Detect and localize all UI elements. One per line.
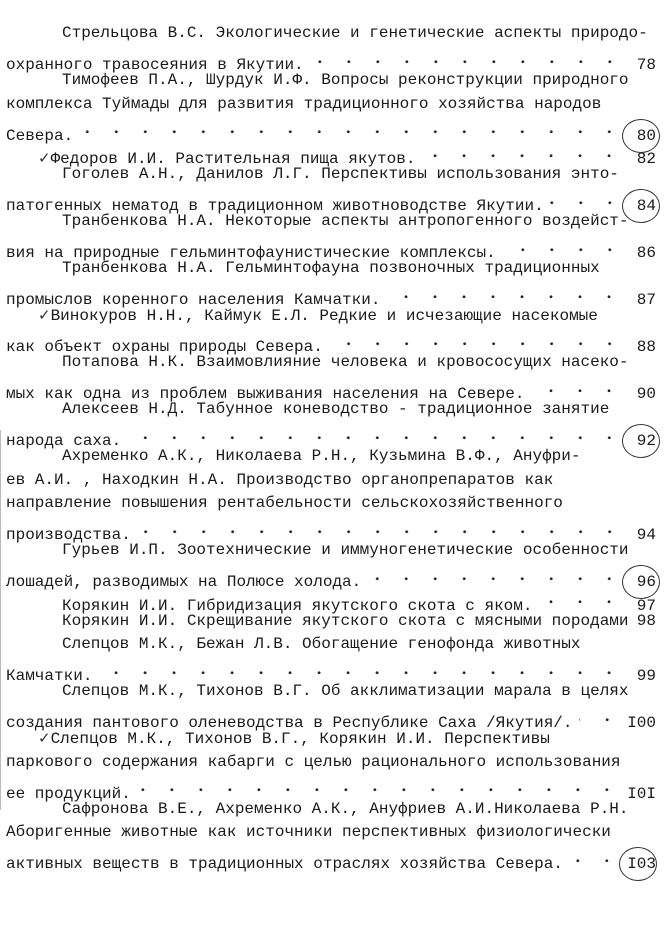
entry-title-continued: Аборигенные животные как источники перспективных физиологически xyxy=(6,823,611,841)
toc-line xyxy=(6,798,656,822)
entry-title-continued: комплекса Туймады для развития традиционного хозяйства народов xyxy=(6,94,602,113)
toc-line xyxy=(6,375,656,403)
toc-line xyxy=(6,304,656,328)
page-number: 86 xyxy=(636,244,656,262)
entry-title: Слепцов М.К., Бежан Л.В. Обогащение генофонда животных xyxy=(62,635,581,653)
entry-title-continued: активных веществ в традиционных отраслях хозяйства Севера. xyxy=(6,855,563,873)
entry-title-continued: ев А.И. , Находкин Н.А. Производство органопрепаратов как xyxy=(6,470,554,489)
toc-entry xyxy=(6,69,656,145)
leader-dots xyxy=(137,516,624,540)
toc-entry xyxy=(6,398,656,450)
entry-title: Транбенкова Н.А. Гельминтофауна позвоночных традиционных xyxy=(62,259,600,277)
page-number: 94 xyxy=(636,526,656,544)
toc-line xyxy=(6,774,656,803)
toc-line xyxy=(6,210,656,234)
entry-title-continued: вия на природные гельминтофаунистические комплексы. xyxy=(6,244,496,262)
handwritten-check-icon: ✓ xyxy=(38,149,51,167)
handwritten-check-icon: ✓ xyxy=(38,729,51,747)
toc-line xyxy=(6,116,656,145)
page-number: 84 xyxy=(630,195,656,219)
entry-title-continued: создания пантового оленеводства в Республике Саха /Якутия/. xyxy=(6,714,573,732)
toc-line xyxy=(6,328,656,356)
toc-line xyxy=(6,257,656,281)
leader-dots xyxy=(310,46,624,70)
entry-title: Транбенкова Н.А. Некоторые аспекты антропогенного воздейст- xyxy=(62,212,629,230)
toc-entry xyxy=(6,140,656,168)
table-of-contents xyxy=(6,22,656,873)
entry-title: Сафронова В.Е., Ахременко А.К., Ануфриев А.И.Николаева Р.Н. xyxy=(62,799,629,818)
toc-line xyxy=(6,22,656,46)
handwritten-check-icon: ✓ xyxy=(38,306,51,324)
toc-line xyxy=(6,704,656,732)
toc-line xyxy=(6,751,656,775)
toc-line xyxy=(6,610,656,634)
toc-line xyxy=(6,633,656,657)
toc-entry xyxy=(6,727,656,803)
toc-line xyxy=(6,516,656,544)
entry-title: Гурьев И.П. Зоотехнические и иммуногенетические особенности xyxy=(62,541,629,559)
entry-title: Слепцов М.К., Тихонов В.Г. Об акклиматизации марала в целях xyxy=(62,682,629,700)
entry-title-continued: патогенных нематод в традиционном животноводстве Якутии. xyxy=(6,197,544,215)
toc-entry xyxy=(6,304,656,356)
entry-title: Винокуров Н.Н., Каймук Е.Л. Редкие и исчезающие насекомые xyxy=(50,307,598,325)
toc-line xyxy=(6,821,656,845)
entry-title-continued: как объект охраны природы Севера. xyxy=(6,338,323,356)
toc-line xyxy=(6,680,656,704)
leader-dots xyxy=(367,563,624,587)
page-number: 97 xyxy=(636,596,656,615)
scan-edge-line xyxy=(0,430,1,810)
entry-title: Ахременко А.К., Николаева Р.Н., Кузьмина В.Ф., Ануфри- xyxy=(62,447,581,465)
page-number: 87 xyxy=(636,291,656,309)
page-number: 78 xyxy=(636,56,656,74)
toc-line xyxy=(6,93,656,117)
toc-line xyxy=(6,845,656,873)
entry-title-continued: ее продукций. xyxy=(6,784,131,803)
toc-line xyxy=(6,492,656,516)
leader-dots xyxy=(137,774,621,798)
entry-title-continued: паркового содержания кабарги с целью рационального использования xyxy=(6,752,621,771)
entry-title: Слепцов М.К., Тихонов В.Г., Корякин И.И. Перспективы xyxy=(50,730,550,748)
page-number: 88 xyxy=(636,338,656,356)
page-number: I03 xyxy=(627,853,656,877)
leader-dots xyxy=(538,586,624,610)
toc-line xyxy=(6,140,656,168)
leader-dots xyxy=(329,328,624,352)
toc-line xyxy=(6,351,656,375)
entry-title: Потапова Н.К. Взаимовлияние человека и кровососущих насеко- xyxy=(62,353,629,371)
entry-title-continued: Севера. xyxy=(6,126,74,145)
leader-dots xyxy=(530,375,624,399)
toc-entry xyxy=(6,445,656,544)
toc-line xyxy=(6,69,656,93)
page-number: 99 xyxy=(636,667,656,685)
toc-entry xyxy=(6,539,656,591)
page-number: 92 xyxy=(630,430,656,454)
toc-line xyxy=(6,445,656,469)
page-number: I0I xyxy=(627,784,656,803)
toc-entry xyxy=(6,257,656,309)
leader-dots xyxy=(421,140,624,164)
toc-entry xyxy=(6,680,656,732)
page-number: I00 xyxy=(627,714,656,732)
entry-title: Алексеев Н.Д. Табунное коневодство - традиционное занятие xyxy=(62,400,610,418)
entry-title-continued: производства. xyxy=(6,526,131,544)
toc-entry xyxy=(6,610,656,634)
entry-title-continued: лошадей, разводимых на Полюсе холода. xyxy=(6,573,362,591)
entry-title-continued: промыслов коренного населения Камчатки. xyxy=(6,291,381,309)
toc-line xyxy=(6,469,656,493)
entry-title-continued: народа саха. xyxy=(6,432,122,450)
leader-dots xyxy=(98,657,624,681)
toc-line xyxy=(6,163,656,187)
entry-title: Федоров И.И. Растительная пища якутов. xyxy=(50,150,416,168)
toc-line xyxy=(6,234,656,262)
toc-line xyxy=(6,539,656,563)
page-number: 82 xyxy=(636,150,656,168)
entry-title-continued: Камчатки. xyxy=(6,667,93,685)
leader-dots xyxy=(127,422,624,446)
toc-line xyxy=(6,187,656,215)
entry-title: Корякин И.И. Гибридизация якутского скота с яком. xyxy=(62,596,533,615)
toc-entry xyxy=(6,210,656,262)
leader-dots xyxy=(386,281,624,305)
toc-entry xyxy=(6,22,656,74)
toc-entry xyxy=(6,798,656,873)
toc-entry xyxy=(6,163,656,215)
entry-title: Тимофеев П.А., Шурдук И.Ф. Вопросы реконструкции природного xyxy=(62,71,629,89)
toc-line xyxy=(6,398,656,422)
toc-line xyxy=(6,657,656,685)
leader-dots xyxy=(569,845,621,869)
entry-title-continued: охранного травосеяния в Якутии. xyxy=(6,56,304,74)
leader-dots xyxy=(502,234,624,258)
toc-line xyxy=(6,563,656,591)
leader-dots xyxy=(579,704,622,728)
page-number: 98 xyxy=(636,611,656,630)
leader-dots xyxy=(550,187,624,211)
entry-title-continued: направление повышения рентабельности сельскохозяйственного xyxy=(6,494,563,512)
toc-line xyxy=(6,422,656,450)
toc-entry xyxy=(6,351,656,403)
page-number: 90 xyxy=(636,385,656,403)
entry-title-continued: мых как одна из проблем выживания населения на Севере. xyxy=(6,385,525,403)
page-number: 96 xyxy=(630,571,656,595)
entry-title: Гоголев А.Н., Данилов Л.Г. Перспективы использования энто- xyxy=(62,165,619,183)
entry-title: Корякин И.И. Скрещивание якутского скота с мясными породами xyxy=(62,611,629,630)
toc-line xyxy=(6,46,656,74)
leader-dots xyxy=(79,116,624,140)
toc-line xyxy=(6,281,656,309)
entry-title: Стрельцова В.С. Экологические и генетические аспекты природо- xyxy=(62,24,648,42)
page-number: 80 xyxy=(630,125,656,149)
toc-entry xyxy=(6,633,656,685)
